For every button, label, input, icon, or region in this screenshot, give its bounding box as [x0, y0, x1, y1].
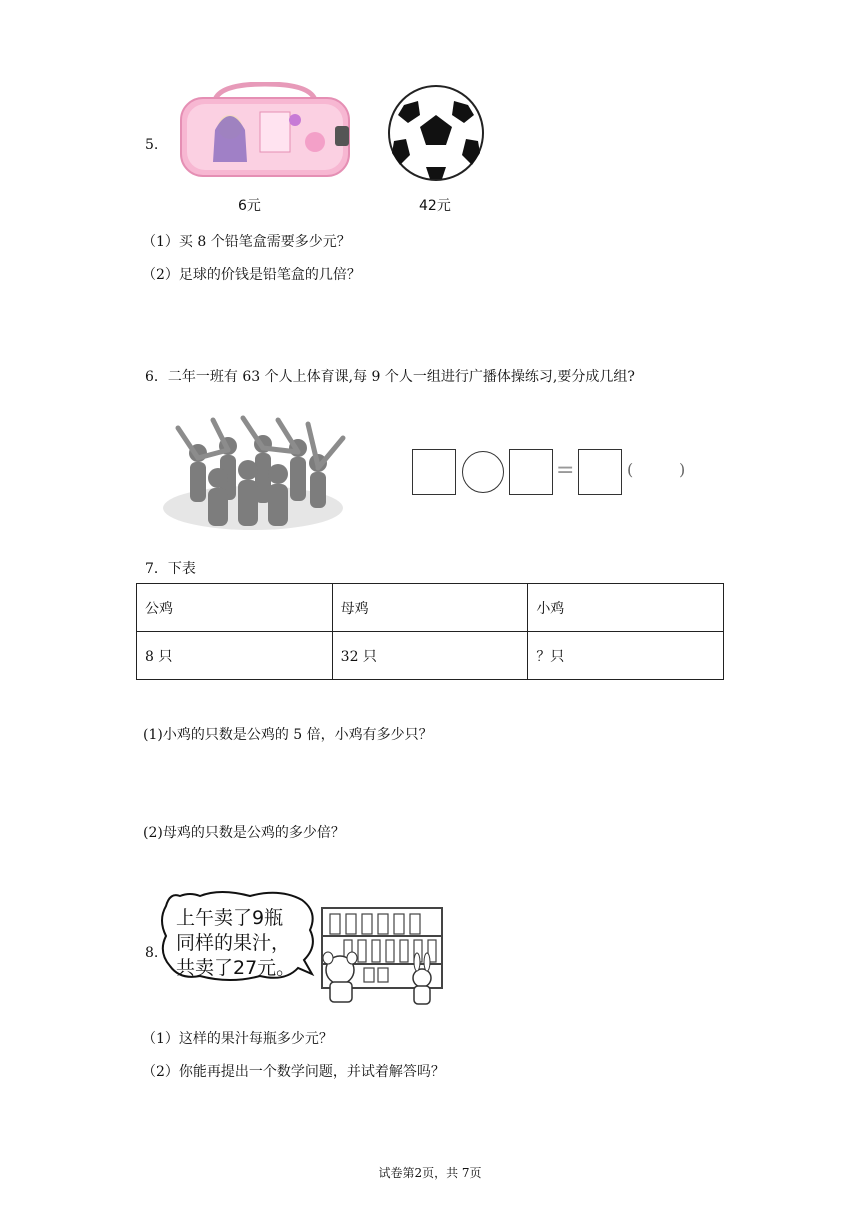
speech-bubble-line-3: 共卖了27元。 [176, 957, 296, 979]
equation-box-2[interactable] [509, 449, 553, 495]
page-footer: 试卷第2页，共 7页 [378, 1166, 482, 1180]
football-image [386, 83, 486, 183]
q8-sub1: （1）这样的果汁每瓶多少元？ [142, 1031, 333, 1047]
unit-paren-open: ( [627, 460, 634, 479]
q8-number: 8. [145, 945, 159, 961]
table-cell: 8 只 [137, 632, 333, 680]
pencil-box-image [175, 82, 355, 182]
equation-operator-circle[interactable] [462, 451, 504, 493]
q7-text: 7．下表 [145, 561, 196, 577]
speech-bubble-line-1: 上午卖了9瓶 [176, 907, 284, 929]
speech-bubble-line-2: 同样的果汁， [176, 932, 291, 954]
q5-sub2: （2）足球的价钱是铅笔盒的几倍？ [142, 267, 361, 283]
table-row [137, 584, 724, 632]
equals-sign: = [556, 458, 575, 483]
unit-paren-close[interactable]: ) [679, 460, 686, 479]
table-cell: 32 只 [332, 632, 528, 680]
q8-sub2: （2）你能再提出一个数学问题，并试着解答吗？ [142, 1064, 445, 1080]
q5-number: 5. [145, 137, 159, 153]
pencil-box-price: 6元 [238, 198, 261, 214]
q7-sub2: (2)母鸡的只数是公鸡的多少倍？ [143, 825, 345, 841]
chicken-table [136, 583, 724, 680]
table-row [137, 632, 724, 680]
q6-text: 6．二年一班有 63 个人上体育课,每 9 个人一组进行广播体操练习,要分成几组? [145, 369, 635, 385]
table-header-cell: 母鸡 [332, 584, 528, 632]
table-cell: ？只 [528, 632, 724, 680]
table-header-cell: 小鸡 [528, 584, 724, 632]
people-circle-image [158, 408, 348, 532]
equation-box-1[interactable] [412, 449, 456, 495]
q7-sub1: (1)小鸡的只数是公鸡的 5 倍，小鸡有多少只？ [143, 727, 433, 743]
q5-sub1: （1）买 8 个铅笔盒需要多少元？ [142, 234, 351, 250]
football-price: 42元 [419, 198, 451, 214]
table-header-cell: 公鸡 [137, 584, 333, 632]
juice-shelf-image [318, 906, 446, 1008]
equation-box-result[interactable] [578, 449, 622, 495]
